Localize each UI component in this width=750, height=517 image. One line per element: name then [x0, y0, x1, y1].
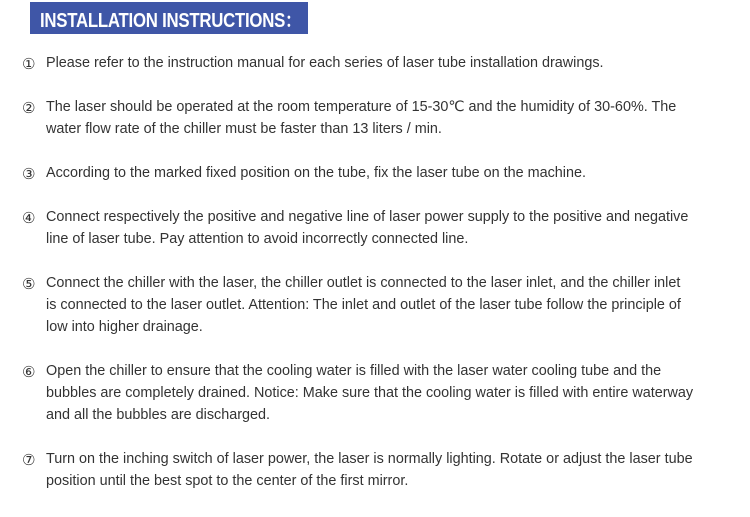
step-number-marker: ③	[22, 165, 36, 183]
step-number-marker: ⑤	[22, 275, 36, 293]
section-title: INSTALLATION INSTRUCTIONS：	[40, 9, 302, 32]
step-text	[46, 96, 732, 140]
step-number-marker: ④	[22, 209, 36, 227]
instruction-step-6	[22, 360, 732, 426]
step-text-line: line of laser tube. Pay attention to avoid incorrectly connected line.	[46, 231, 469, 247]
instruction-step-3	[22, 162, 732, 184]
step-text-line: low into higher drainage.	[46, 319, 203, 335]
step-text-line: bubbles are completely drained. Notice: Make sure that the cooling water is filled with entire waterway	[46, 385, 694, 401]
step-text-line: position until the best spot to the center of the first mirror.	[46, 473, 409, 489]
step-text-line: According to the marked fixed position on the tube, fix the laser tube on the machine.	[46, 165, 586, 181]
step-text-line: Open the chiller to ensure that the cooling water is filled with the laser water cooling tube and the	[46, 363, 662, 379]
step-number-marker: ⑥	[22, 363, 36, 381]
step-text-line: Please refer to the instruction manual for each series of laser tube installation drawings.	[46, 55, 604, 71]
step-text	[46, 162, 732, 184]
step-text-line: Connect respectively the positive and negative line of laser power supply to the positive and negative	[46, 209, 689, 225]
step-text	[46, 360, 732, 426]
step-text-line: is connected to the laser outlet. Attention: The inlet and outlet of the laser tube follow the principle of	[46, 297, 681, 313]
step-text	[46, 448, 732, 492]
step-number-marker: ①	[22, 55, 36, 73]
step-text-line: Turn on the inching switch of laser power, the laser is normally lighting. Rotate or adjust the laser tube	[46, 451, 693, 467]
step-text	[46, 272, 732, 338]
instruction-step-5	[22, 272, 732, 338]
step-text	[46, 52, 732, 74]
instruction-step-7	[22, 448, 732, 492]
step-text-line: water flow rate of the chiller must be faster than 13 liters / min.	[46, 121, 442, 137]
instruction-step-4	[22, 206, 732, 250]
step-text-line: and all the bubbles are discharged.	[46, 407, 271, 423]
step-text-line: The laser should be operated at the room temperature of 15-30℃ and the humidity of 30-60%. The	[46, 99, 677, 115]
step-text-line: Connect the chiller with the laser, the chiller outlet is connected to the laser inlet, and the chiller inlet	[46, 275, 681, 291]
step-number-marker: ②	[22, 99, 36, 117]
instruction-step-1	[22, 52, 732, 74]
instruction-step-2	[22, 96, 732, 140]
step-number-marker: ⑦	[22, 451, 36, 469]
step-text	[46, 206, 732, 250]
